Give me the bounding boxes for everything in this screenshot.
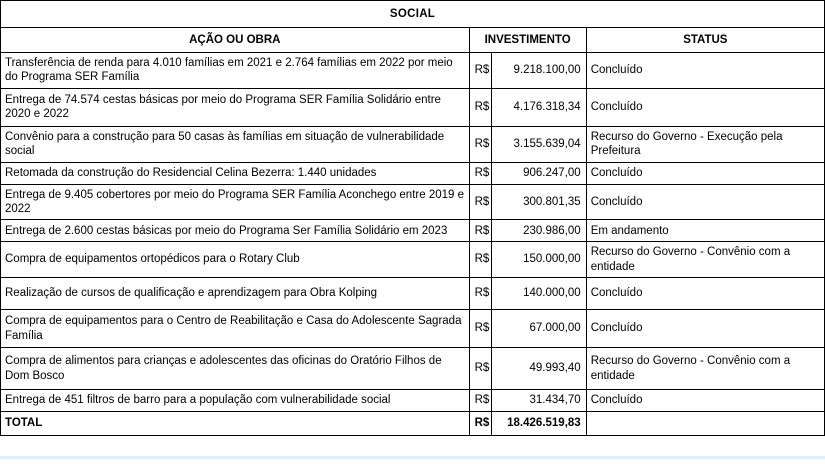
cell-valor[interactable]: 906.247,00 (491, 162, 586, 184)
cell-currency[interactable]: R$ (469, 88, 491, 126)
cell-valor[interactable]: 150.000,00 (491, 242, 586, 278)
cell-acao[interactable]: Entrega de 9.405 cobertores por meio do Programa SER Família Aconchego entre 2019 e 2022 (1, 184, 470, 220)
table-row (1, 162, 825, 184)
cell-valor[interactable]: 3.155.639,04 (491, 126, 586, 162)
cell-status[interactable]: Recurso do Governo - Convênio com a entidade (586, 348, 824, 390)
cell-valor[interactable]: 49.993,40 (491, 348, 586, 390)
cell-status[interactable]: Concluído (586, 184, 824, 220)
column-header-status[interactable]: STATUS (586, 28, 824, 53)
cell-acao[interactable]: Transferência de renda para 4.010 famílias em 2021 e 2.764 famílias em 2022 por meio do Programa SER Família (1, 53, 470, 89)
cell-currency[interactable]: R$ (469, 310, 491, 348)
cell-valor[interactable]: 9.218.100,00 (491, 53, 586, 89)
cell-valor[interactable]: 31.434,70 (491, 390, 586, 412)
cell-currency[interactable]: R$ (469, 162, 491, 184)
table-total-row (1, 412, 825, 436)
total-status (586, 412, 824, 436)
table-header-row (1, 28, 825, 53)
cell-status[interactable]: Concluído (586, 53, 824, 89)
total-valor: 18.426.519,83 (491, 412, 586, 436)
column-header-investimento[interactable]: INVESTIMENTO (469, 28, 586, 53)
cell-currency[interactable]: R$ (469, 184, 491, 220)
table-row (1, 278, 825, 310)
cell-acao[interactable]: Entrega de 74.574 cestas básicas por meio do Programa SER Família Solidário entre 2020 e 2022 (1, 88, 470, 126)
cell-valor[interactable]: 4.176.318,34 (491, 88, 586, 126)
sheet-bottom-strip (0, 456, 825, 464)
table-body (1, 1, 825, 436)
cell-currency[interactable]: R$ (469, 220, 491, 242)
table-row (1, 53, 825, 89)
cell-status[interactable]: Concluído (586, 88, 824, 126)
cell-status[interactable]: Recurso do Governo - Execução pela Prefeitura (586, 126, 824, 162)
cell-currency[interactable]: R$ (469, 126, 491, 162)
table-title-row (1, 1, 825, 28)
total-label: TOTAL (1, 412, 470, 436)
cell-acao[interactable]: Entrega de 2.600 cestas básicas por meio do Programa Ser Família Solidário em 2023 (1, 220, 470, 242)
cell-currency[interactable]: R$ (469, 278, 491, 310)
table-row (1, 88, 825, 126)
cell-acao[interactable]: Retomada da construção do Residencial Celina Bezerra: 1.440 unidades (1, 162, 470, 184)
table-row (1, 242, 825, 278)
cell-acao[interactable]: Realização de cursos de qualificação e aprendizagem para Obra Kolping (1, 278, 470, 310)
cell-status[interactable]: Concluído (586, 162, 824, 184)
cell-valor[interactable]: 230.986,00 (491, 220, 586, 242)
cell-status[interactable]: Concluído (586, 278, 824, 310)
table-title: SOCIAL (1, 1, 825, 28)
table-row (1, 220, 825, 242)
table-row (1, 348, 825, 390)
cell-status[interactable]: Concluído (586, 310, 824, 348)
cell-acao[interactable]: Entrega de 451 filtros de barro para a população com vulnerabilidade social (1, 390, 470, 412)
cell-acao[interactable]: Compra de alimentos para crianças e adolescentes das oficinas do Oratório Filhos de Dom Bosco (1, 348, 470, 390)
table-row (1, 126, 825, 162)
column-header-acao[interactable]: AÇÃO OU OBRA (1, 28, 470, 53)
cell-status[interactable]: Concluído (586, 390, 824, 412)
table-row (1, 390, 825, 412)
cell-currency[interactable]: R$ (469, 390, 491, 412)
cell-status[interactable]: Em andamento (586, 220, 824, 242)
cell-acao[interactable]: Compra de equipamentos ortopédicos para o Rotary Club (1, 242, 470, 278)
cell-valor[interactable]: 140.000,00 (491, 278, 586, 310)
cell-acao[interactable]: Convênio para a construção para 50 casas às famílias em situação de vulnerabilidade social (1, 126, 470, 162)
cell-acao[interactable]: Compra de equipamentos para o Centro de Reabilitação e Casa do Adolescente Sagrada Família (1, 310, 470, 348)
table-row (1, 310, 825, 348)
table-row (1, 184, 825, 220)
sheet-bottom-accent (0, 456, 825, 459)
cell-currency[interactable]: R$ (469, 242, 491, 278)
cell-valor[interactable]: 300.801,35 (491, 184, 586, 220)
cell-currency[interactable]: R$ (469, 53, 491, 89)
cell-currency[interactable]: R$ (469, 348, 491, 390)
cell-status[interactable]: Recurso do Governo - Convênio com a entidade (586, 242, 824, 278)
total-currency: R$ (469, 412, 491, 436)
cell-valor[interactable]: 67.000,00 (491, 310, 586, 348)
